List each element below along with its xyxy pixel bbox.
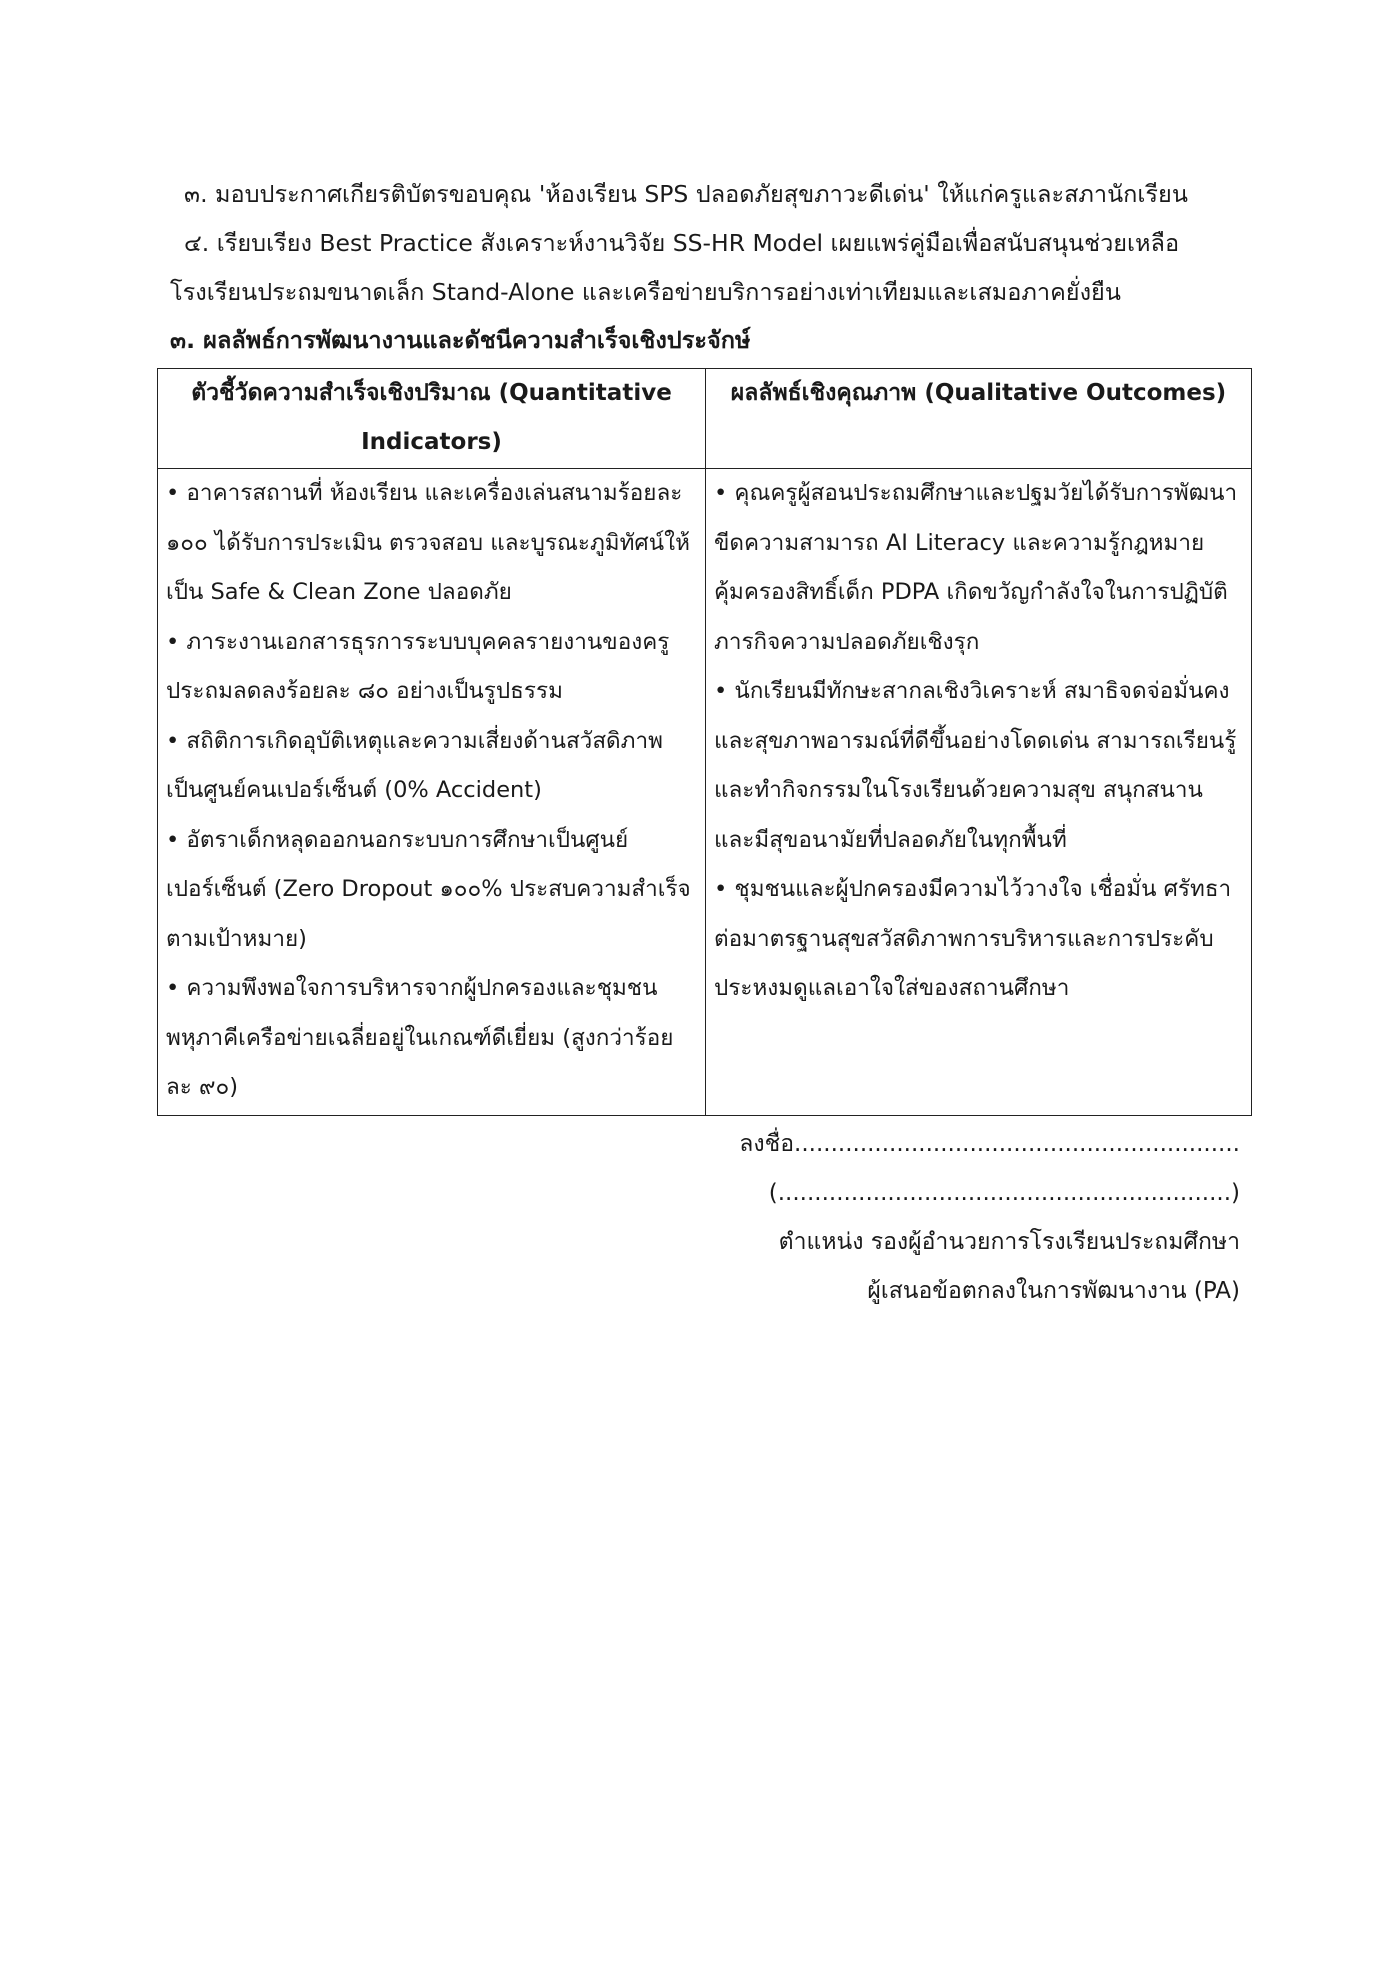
signature-name-line: (..............................................................) — [768, 1180, 1240, 1206]
signature-position: ตำแหน่ง รองผู้อำนวยการโรงเรียนประถมศึกษา — [778, 1229, 1240, 1255]
signature-line: ลงชื่อ............................................................. — [739, 1131, 1240, 1157]
list-item: • ภาระงานเอกสารธุรการระบบบุคคลรายงานของครูประถมลดลงร้อยละ ๘๐ อย่างเป็นรูปธรรม — [166, 628, 670, 704]
qualitative-cell — [706, 469, 1252, 1116]
list-item: • คุณครูผู้สอนประถมศึกษาและปฐมวัยได้รับการพัฒนาขีดความสามารถ AI Literacy และความรู้กฎหมายคุ้มครองสิทธิ์เด็ก PDPA เกิดขวัญกำลังใจในการปฏิบัติภารกิจความปลอดภัยเชิงรุก — [714, 480, 1238, 655]
table-row — [158, 469, 1252, 1116]
list-item: • นักเรียนมีทักษะสากลเชิงวิเคราะห์ สมาธิจดจ่อมั่นคง และสุขภาพอารมณ์ที่ดีขึ้นอย่างโดดเด่น สามารถเรียนรู้และทำกิจกรรมในโรงเรียนด้วยความสุข สนุกสนาน และมีสุขอนามัยที่ปลอดภัยในทุกพื้นที่ — [714, 678, 1237, 853]
header-qualitative: ผลลัพธ์เชิงคุณภาพ (Qualitative Outcomes) — [706, 369, 1252, 469]
quantitative-cell — [158, 469, 706, 1116]
list-item: • ความพึงพอใจการบริหารจากผู้ปกครองและชุมชนพหุภาคีเครือข่ายเฉลี่ยอยู่ในเกณฑ์ดีเยี่ยม (สูงกว่าร้อยละ ๙๐) — [166, 975, 674, 1100]
signature-role: ผู้เสนอข้อตกลงในการพัฒนางาน (PA) — [867, 1278, 1240, 1304]
list-item: • อาคารสถานที่ ห้องเรียน และเครื่องเล่นสนามร้อยละ ๑๐๐ ได้รับการประเมิน ตรวจสอบ และบูรณะภูมิทัศน์ให้เป็น Safe & Clean Zone ปลอดภัย — [166, 480, 690, 605]
paragraph-item-4-line-1: ๔. เรียบเรียง Best Practice สังเคราะห์งานวิจัย SS-HR Model เผยแพร่คู่มือเพื่อสนับสนุนช่วยเหลือ — [184, 229, 1180, 257]
section-heading: ๓. ผลลัพธ์การพัฒนางานและดัชนีความสำเร็จเชิงประจักษ์ — [170, 326, 751, 354]
table-header-row — [158, 369, 1252, 469]
header-quantitative: ตัวชี้วัดความสำเร็จเชิงปริมาณ (Quantitative Indicators) — [158, 369, 706, 469]
paragraph-item-4-line-2: โรงเรียนประถมขนาดเล็ก Stand-Alone และเครือข่ายบริการอย่างเท่าเทียมและเสมอภาคยั่งยืน — [170, 278, 1121, 306]
list-item: • ชุมชนและผู้ปกครองมีความไว้วางใจ เชื่อมั่น ศรัทธาต่อมาตรฐานสุขสวัสดิภาพการบริหารและการประคับประหงมดูแลเอาใจใส่ของสถานศึกษา — [714, 876, 1232, 1001]
list-item: • อัตราเด็กหลุดออกนอกระบบการศึกษาเป็นศูนย์เปอร์เซ็นต์ (Zero Dropout ๑๐๐% ประสบความสำเร็จตามเป้าหมาย) — [166, 826, 691, 952]
list-item: • สถิติการเกิดอุบัติเหตุและความเสี่ยงด้านสวัสดิภาพเป็นศูนย์คนเปอร์เซ็นต์ (0% Accident) — [166, 727, 663, 803]
results-table — [157, 368, 1252, 1116]
paragraph-item-3: ๓. มอบประกาศเกียรติบัตรขอบคุณ 'ห้องเรียน SPS ปลอดภัยสุขภาวะดีเด่น' ให้แก่ครูและสภานักเรียน — [184, 180, 1188, 208]
